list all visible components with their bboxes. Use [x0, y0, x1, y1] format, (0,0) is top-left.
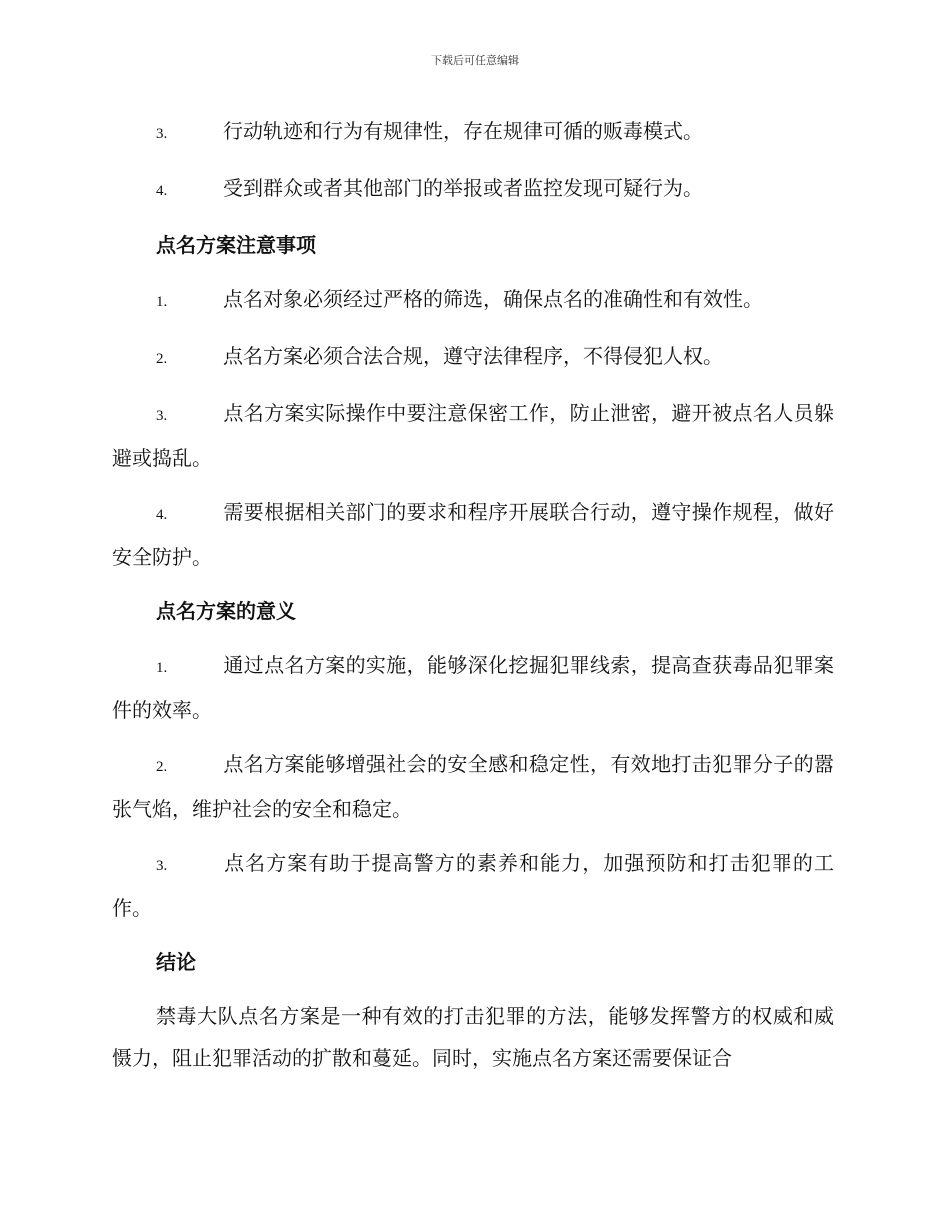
list-text: 点名方案能够增强社会的安全感和稳定性，有效地打击犯罪分子的嚣张气焰，维护社会的安全和稳定。: [112, 752, 834, 821]
list-text: 点名方案实际操作中要注意保密工作，防止泄密，避开被点名人员躲避或捣乱。: [112, 401, 834, 470]
list-item: [112, 167, 834, 212]
list-item: [112, 110, 834, 155]
list-number: 1.: [156, 660, 168, 676]
list-item: [112, 644, 834, 731]
list-text: 受到群众或者其他部门的举报或者监控发现可疑行为。: [223, 176, 703, 200]
list-item: [112, 842, 834, 929]
conclusion-paragraph: 禁毒大队点名方案是一种有效的打击犯罪的方法，能够发挥警方的权威和威慑力，阻止犯罪活动的扩散和蔓延。同时，实施点名方案还需要保证合: [112, 1004, 834, 1070]
list-text: 点名方案有助于提高警方的素养和能力，加强预防和打击犯罪的工作。: [112, 851, 834, 920]
list-number: 3.: [156, 858, 168, 874]
list-number: 2.: [156, 351, 168, 367]
list-number: 2.: [156, 759, 168, 775]
list-text: 点名方案必须合法合规，遵守法律程序，不得侵犯人权。: [223, 344, 723, 368]
list-number: 4.: [156, 507, 168, 523]
list-text: 通过点名方案的实施，能够深化挖掘犯罪线索，提高查获毒品犯罪案件的效率。: [112, 653, 834, 722]
list-number: 4.: [156, 183, 168, 199]
list-item: [112, 392, 834, 479]
document-body: [112, 110, 834, 1079]
list-number: 3.: [156, 126, 168, 142]
list-item: [112, 335, 834, 380]
section-heading-meaning: 点名方案的意义: [156, 599, 296, 623]
list-item: [112, 278, 834, 323]
section-heading-notes: 点名方案注意事项: [156, 233, 316, 257]
page-header: 下载后可任意编辑: [431, 54, 519, 67]
list-number: 3.: [156, 408, 168, 424]
list-text: 点名对象必须经过严格的筛选，确保点名的准确性和有效性。: [223, 287, 763, 311]
section-heading-conclusion: 结论: [156, 950, 196, 974]
list-item: [112, 743, 834, 830]
list-text: 需要根据相关部门的要求和程序开展联合行动，遵守操作规程，做好安全防护。: [112, 500, 834, 569]
list-item: [112, 491, 834, 578]
list-number: 1.: [156, 294, 168, 310]
list-text: 行动轨迹和行为有规律性，存在规律可循的贩毒模式。: [223, 119, 703, 143]
